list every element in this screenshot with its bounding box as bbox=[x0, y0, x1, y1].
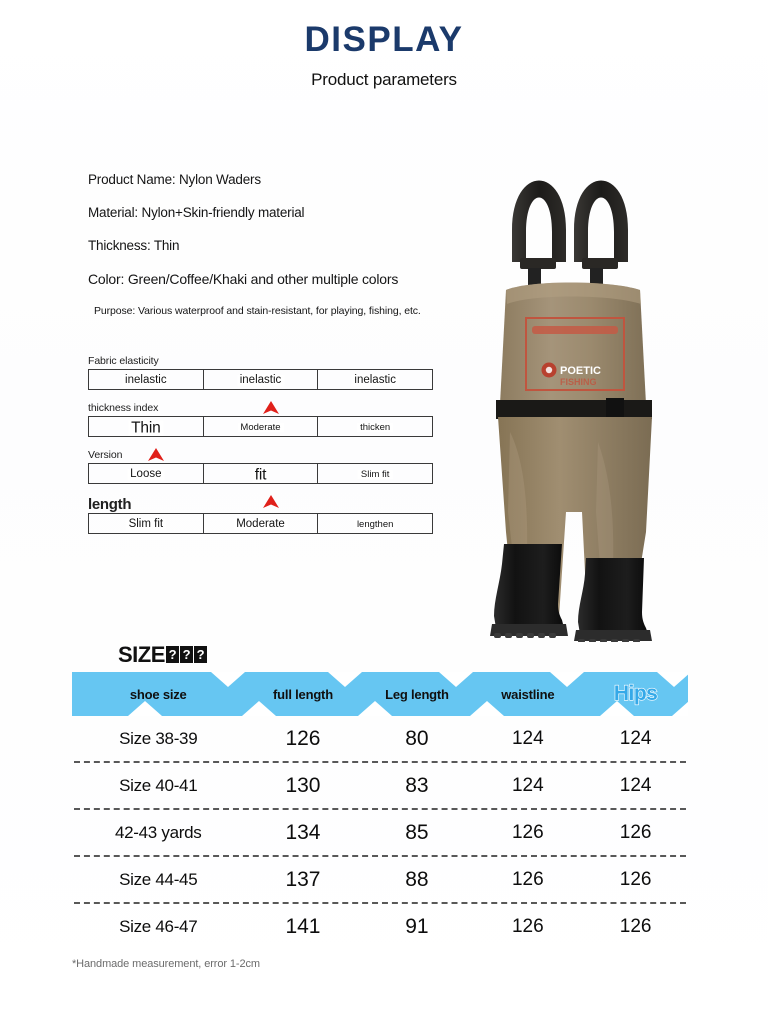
cell-full-length: 137 bbox=[285, 867, 321, 891]
scale-label: length bbox=[88, 496, 132, 513]
pocket-zipper bbox=[532, 326, 618, 334]
size-chart-table bbox=[72, 672, 688, 949]
cell-hips: 124 bbox=[619, 774, 652, 796]
attribute-scales bbox=[88, 355, 433, 546]
scale-option-label: Slim fit bbox=[126, 519, 167, 531]
spec-purpose: Purpose: Various waterproof and stain-resistant, for playing, fishing, etc. bbox=[94, 305, 421, 317]
spec-material: Material: Nylon+Skin-friendly material bbox=[88, 205, 305, 220]
cell-full-length: 141 bbox=[285, 914, 321, 938]
cell-waistline: 126 bbox=[511, 868, 544, 890]
svg-text:POETIC: POETIC bbox=[560, 365, 601, 377]
scale-option-label: inelastic bbox=[122, 375, 170, 387]
boot-right bbox=[574, 558, 652, 642]
cell-hips: 126 bbox=[619, 915, 652, 937]
cell-leg-length: 88 bbox=[405, 867, 429, 891]
header-notch-icon bbox=[211, 672, 245, 687]
svg-text:FISHING: FISHING bbox=[560, 377, 597, 387]
measurement-footnote: *Handmade measurement, error 1-2cm bbox=[72, 958, 260, 970]
scale-segment[interactable] bbox=[88, 463, 204, 484]
table-row bbox=[72, 904, 688, 949]
page-header bbox=[0, 22, 768, 90]
cell-leg-length: 83 bbox=[405, 773, 429, 797]
scale-option-label: inelastic bbox=[351, 375, 399, 387]
scale-label: Version bbox=[88, 449, 123, 461]
header-notch-icon bbox=[328, 672, 362, 687]
cell-full-length: 126 bbox=[285, 726, 321, 750]
cell-waistline: 126 bbox=[511, 915, 544, 937]
scale-bar bbox=[88, 513, 433, 534]
header-notch-icon bbox=[358, 701, 392, 716]
product-spec-list bbox=[88, 172, 448, 317]
cell-shoe-size: 42-43 yards bbox=[114, 822, 202, 842]
scale-bar bbox=[88, 463, 433, 484]
scale-option-label: Moderate bbox=[233, 519, 288, 531]
scale-fabric-elasticity bbox=[88, 355, 433, 390]
scale-option-label: lengthen bbox=[354, 520, 396, 530]
scale-segment[interactable] bbox=[317, 513, 433, 534]
cell-shoe-size: Size 40-41 bbox=[119, 775, 198, 795]
cell-waistline: 124 bbox=[511, 774, 544, 796]
cell-hips: 126 bbox=[619, 821, 652, 843]
cell-full-length: 134 bbox=[285, 820, 321, 844]
spec-color: Color: Green/Coffee/Khaki and other multiple colors bbox=[88, 271, 399, 287]
scale-option-label: fit bbox=[252, 467, 269, 483]
header-notch-icon bbox=[242, 701, 276, 716]
table-row bbox=[72, 857, 688, 902]
table-row bbox=[72, 763, 688, 808]
spec-product-name: Product Name: Nylon Waders bbox=[88, 172, 261, 187]
cell-full-length: 130 bbox=[285, 773, 321, 797]
scale-segment[interactable] bbox=[203, 513, 319, 534]
header-notch-icon bbox=[550, 672, 584, 687]
column-header-waistline: waistline bbox=[501, 686, 555, 702]
cell-shoe-size: Size 46-47 bbox=[119, 916, 198, 936]
scale-segment-selected[interactable] bbox=[203, 369, 319, 390]
scale-segment-selected[interactable] bbox=[88, 416, 204, 437]
shoulder-strap-right bbox=[574, 181, 628, 263]
cell-waistline: 126 bbox=[511, 821, 544, 843]
spec-thickness: Thickness: Thin bbox=[88, 238, 180, 253]
missing-glyph-box: ? bbox=[194, 646, 207, 663]
cell-leg-length: 85 bbox=[405, 820, 429, 844]
scale-segment[interactable] bbox=[317, 416, 433, 437]
page-subtitle: Product parameters bbox=[311, 69, 457, 89]
column-header-leg-length: Leg length bbox=[385, 686, 449, 702]
header-notch-icon bbox=[128, 701, 162, 716]
cell-leg-length: 80 bbox=[405, 726, 429, 750]
page-title: DISPLAY bbox=[304, 20, 464, 59]
cell-waistline: 124 bbox=[511, 727, 544, 749]
size-title-text: SIZE bbox=[118, 642, 165, 667]
scale-segment[interactable] bbox=[88, 513, 204, 534]
scale-segment[interactable] bbox=[88, 369, 204, 390]
missing-glyph-box: ? bbox=[166, 646, 179, 663]
cell-shoe-size: Size 44-45 bbox=[119, 869, 198, 889]
scale-option-label: inelastic bbox=[237, 375, 285, 387]
scale-segment[interactable] bbox=[203, 416, 319, 437]
scale-option-label: Loose bbox=[127, 469, 164, 481]
size-section-title bbox=[118, 644, 207, 666]
table-row bbox=[72, 716, 688, 761]
product-photo-waders bbox=[470, 112, 750, 642]
waist-belt bbox=[496, 400, 652, 419]
shoulder-strap-left bbox=[512, 181, 566, 263]
scale-label: Fabric elasticity bbox=[88, 355, 159, 367]
scale-thickness-index bbox=[88, 402, 433, 437]
cell-hips: 124 bbox=[619, 727, 652, 749]
scale-segment[interactable] bbox=[317, 463, 433, 484]
scale-option-label: Moderate bbox=[237, 423, 283, 433]
scale-length bbox=[88, 496, 433, 534]
scale-label: thickness index bbox=[88, 402, 159, 414]
cell-shoe-size: Size 38-39 bbox=[119, 728, 198, 748]
scale-option-label: thicken bbox=[357, 423, 393, 433]
cell-leg-length: 91 bbox=[405, 914, 429, 938]
header-notch-icon bbox=[470, 701, 504, 716]
table-header-row bbox=[72, 672, 688, 716]
table-row bbox=[72, 810, 688, 855]
scale-option-label: Thin bbox=[128, 420, 163, 436]
scale-segment[interactable] bbox=[317, 369, 433, 390]
cell-hips: 126 bbox=[619, 868, 652, 890]
scale-segment-selected[interactable] bbox=[203, 463, 319, 484]
scale-bar bbox=[88, 369, 433, 390]
header-notch-icon bbox=[439, 672, 473, 687]
column-header-shoe-size: shoe size bbox=[129, 686, 187, 702]
column-header-full-length: full length bbox=[273, 686, 333, 702]
scale-version bbox=[88, 449, 433, 484]
missing-glyph-box: ? bbox=[180, 646, 193, 663]
boot-left bbox=[490, 544, 568, 638]
column-header-hips: Hips bbox=[613, 682, 658, 705]
scale-option-label: Slim fit bbox=[358, 470, 393, 480]
scale-bar bbox=[88, 416, 433, 437]
